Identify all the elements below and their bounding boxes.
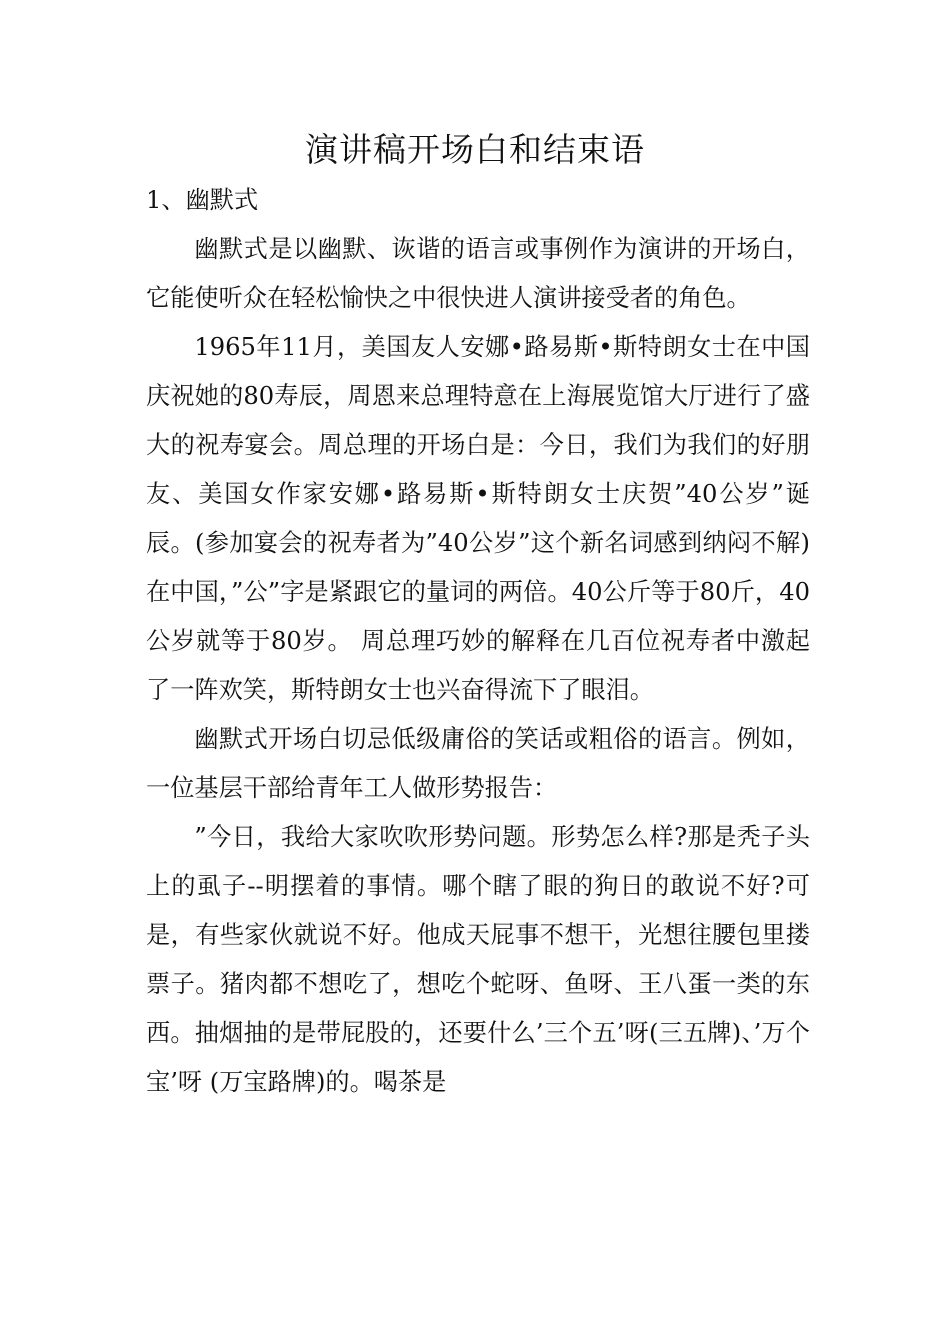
paragraph-intro: 幽默式是以幽默、诙谐的语言或事例作为演讲的开场白，它能使听众在轻松愉快之中很快进人演讲接受者的角色。 [146, 235, 810, 312]
document-title: 演讲稿开场白和结束语 [305, 130, 645, 169]
paragraph-bad-example-quote: ”今日，我给大家吹吹形势问题。形势怎么样?那是秃子头上的虱子--明摆着的事情。哪个瞎了眼的狗日的敢说不好?可是，有些家伙就说不好。他成天屁事不想干，光想往腰包里搂票子。猪肉都不想吃了，想吃个蛇呀、鱼呀、王八蛋一类的东西。抽烟抽的是带屁股的，还要什么’三个五’呀(三五牌)、’万个宝’呀 (万宝路牌)的。喝茶是 [146, 823, 810, 1096]
section-heading: 1、幽默式 [146, 186, 259, 214]
document-body [146, 176, 810, 1107]
paragraph-example-zhou-enlai: 1965年11月，美国友人安娜•路易斯•斯特朗女士在中国庆祝她的80寿辰，周恩来总理特意在上海展览馆大厅进行了盛大的祝寿宴会。周总理的开场白是：今日，我们为我们的好朋友、美国女作家安娜•路易斯•斯特朗女士庆贺”40公岁”诞辰。(参加宴会的祝寿者为”40公岁”这个新名词感到纳闷不解)在中国，”公”字是紧跟它的量词的两倍。40公斤等于80斤，40公岁就等于80岁。 周总理巧妙的解释在几百位祝寿者中激起了一阵欢笑，斯特朗女士也兴奋得流下了眼泪。 [146, 333, 810, 704]
paragraph-caution: 幽默式开场白切忌低级庸俗的笑话或粗俗的语言。例如，一位基层干部给青年工人做形势报告： [146, 725, 810, 802]
